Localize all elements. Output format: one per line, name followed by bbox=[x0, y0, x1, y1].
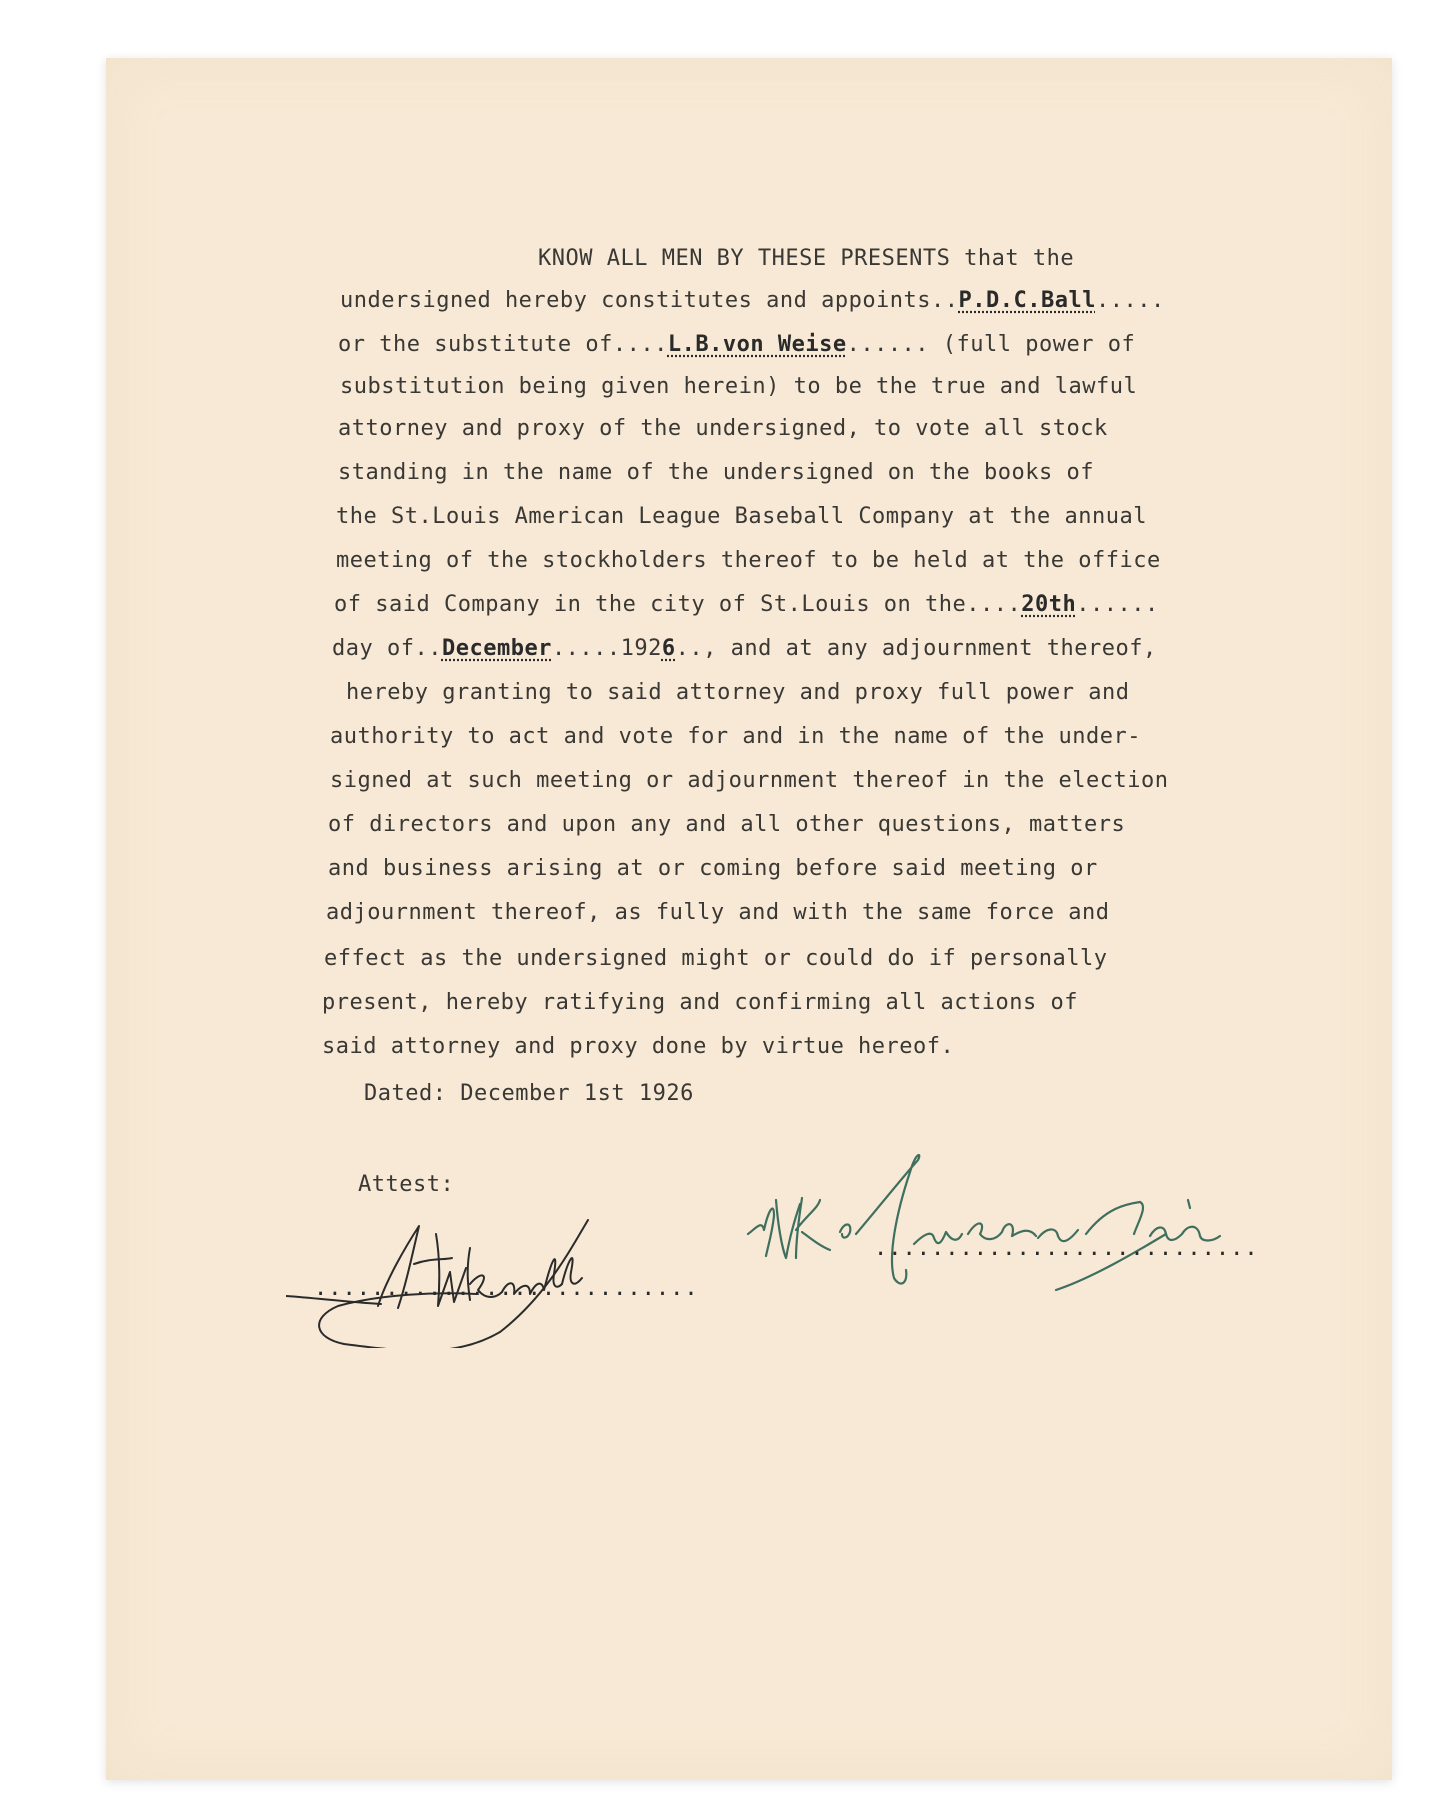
typed-fill-in: L.B.von Weise bbox=[667, 332, 847, 357]
typed-fill-in: December bbox=[441, 636, 552, 661]
line-text: attorney and proxy of the undersigned, to vote all stock bbox=[338, 416, 1108, 441]
body-line bbox=[538, 248, 1074, 270]
line-text: hereby granting to said attorney and proxy full power and bbox=[346, 680, 1130, 705]
body-line bbox=[334, 594, 1159, 616]
line-text: the St.Louis American League Baseball Company at the annual bbox=[336, 504, 1147, 529]
proxy-document bbox=[106, 58, 1392, 1780]
line-text: ...... (full power of bbox=[846, 332, 1136, 357]
line-text: of said Company in the city of St.Louis on the.... bbox=[334, 592, 1022, 617]
body-line bbox=[338, 462, 1094, 484]
line-text: or the substitute of.... bbox=[338, 332, 668, 357]
body-line bbox=[326, 902, 1109, 924]
body-line bbox=[338, 334, 1135, 356]
dated-line: Dated: December 1st 1926 bbox=[364, 1081, 694, 1106]
typed-fill-in: P.D.C.Ball bbox=[958, 288, 1096, 313]
line-text: ..... bbox=[1095, 288, 1165, 313]
line-text: standing in the name of the undersigned on the books of bbox=[338, 460, 1094, 485]
principal-signature-line: ........................... bbox=[874, 1236, 1259, 1261]
line-text: .., and at any adjournment thereof, bbox=[675, 636, 1157, 661]
line-text: ...... bbox=[1076, 592, 1159, 617]
line-text: present, hereby ratifying and confirming all actions of bbox=[322, 990, 1078, 1015]
line-text: signed at such meeting or adjournment thereof in the election bbox=[330, 768, 1169, 793]
body-line bbox=[328, 814, 1125, 836]
attest-label: Attest: bbox=[358, 1172, 455, 1197]
line-text: .....192 bbox=[551, 636, 662, 661]
line-text: KNOW ALL MEN BY THESE PRESENTS that the bbox=[538, 246, 1075, 271]
body-line bbox=[338, 418, 1108, 440]
body-line bbox=[340, 376, 1137, 398]
line-text: adjournment thereof, as fully and with the same force and bbox=[326, 900, 1110, 925]
typed-fill-in: 6 bbox=[661, 636, 676, 661]
line-text: said attorney and proxy done by virtue hereof. bbox=[322, 1034, 955, 1059]
line-text: effect as the undersigned might or could do if personally bbox=[324, 946, 1108, 971]
line-text: authority to act and vote for and in the name of the under- bbox=[330, 724, 1141, 749]
body-line bbox=[324, 948, 1107, 970]
line-text: substitution being given herein) to be the true and lawful bbox=[340, 374, 1138, 399]
body-line bbox=[322, 1036, 954, 1058]
line-text: day of.. bbox=[332, 636, 442, 661]
body-line bbox=[330, 770, 1168, 792]
line-text: undersigned hereby constitutes and appoints.. bbox=[340, 288, 959, 313]
line-text: meeting of the stockholders thereof to be held at the office bbox=[336, 548, 1161, 573]
body-line bbox=[330, 726, 1141, 748]
line-text: of directors and upon any and all other questions, matters bbox=[328, 812, 1126, 837]
body-line bbox=[340, 290, 1165, 312]
body-line bbox=[328, 858, 1098, 880]
principal-signature bbox=[746, 1138, 1226, 1308]
typed-fill-in: 20th bbox=[1021, 592, 1077, 617]
body-line bbox=[322, 992, 1078, 1014]
body-line bbox=[346, 682, 1129, 704]
attest-signature-line: ........................... bbox=[314, 1276, 699, 1301]
attest-signature bbox=[286, 1198, 646, 1348]
body-line bbox=[336, 550, 1161, 572]
body-line bbox=[336, 506, 1147, 528]
line-text: and business arising at or coming before said meeting or bbox=[328, 856, 1098, 881]
body-line bbox=[332, 638, 1157, 660]
